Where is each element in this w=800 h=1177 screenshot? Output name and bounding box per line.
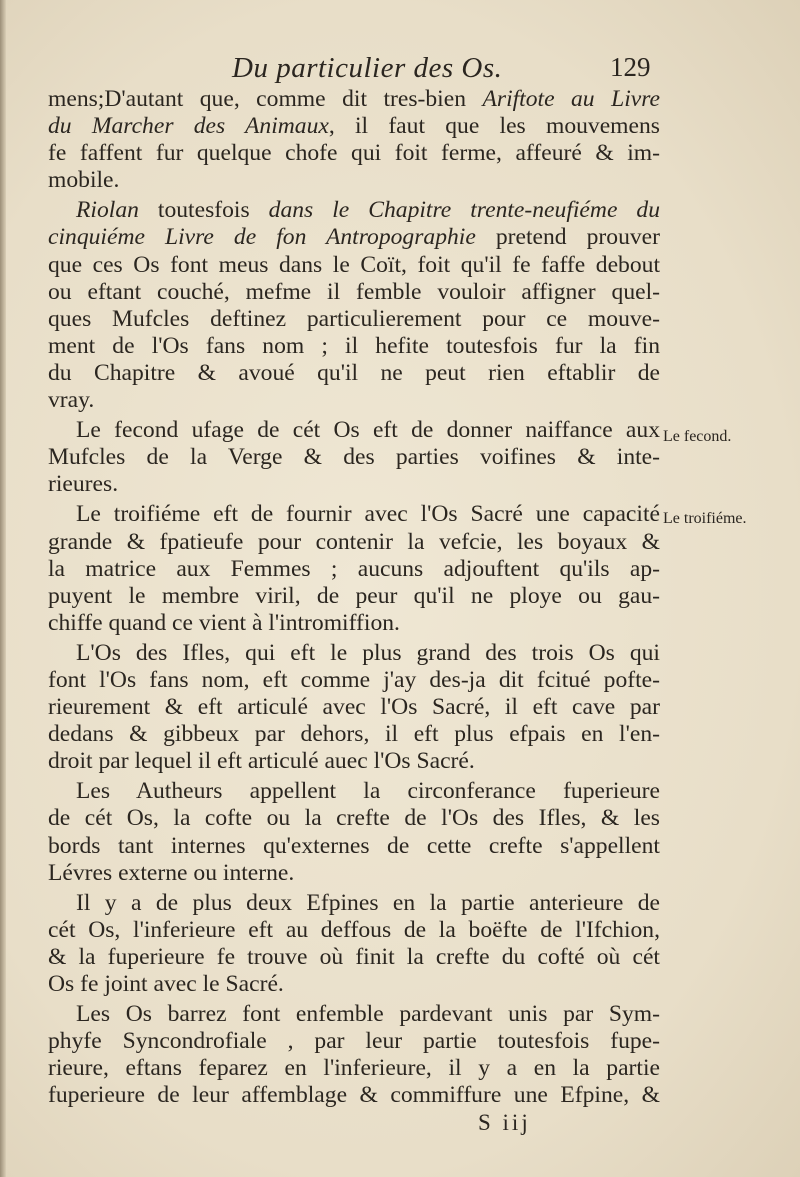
text-line: Les Os barrez font enfemble pardevant unis par Sym-	[76, 1001, 660, 1028]
text-line: bords tant internes qu'externes de cette crefte s'appellent	[48, 832, 660, 859]
text-line: grande & fpatieufe pour contenir la vefcie, les boyaux &	[48, 528, 660, 555]
margin-note-third: Le troifiéme.	[663, 510, 747, 527]
running-head: Du particulier des Os.	[232, 52, 503, 84]
text-line: Les Autheurs appellent la circonferance fuperieure	[76, 778, 660, 805]
text-line: de cét Os, la cofte ou la crefte de l'Os des Ifles, & les	[48, 805, 660, 832]
text-line: cinquiéme Livre de fon Antropographie pretend prouver	[48, 224, 660, 251]
page-binding-edge	[0, 0, 6, 1177]
signature-mark: S iij	[478, 1110, 531, 1135]
page-number: 129	[610, 52, 651, 82]
text-line: du Marcher des Animaux, il faut que les mouvemens	[48, 113, 660, 140]
text-line: vray.	[48, 387, 95, 414]
page-header	[0, 50, 800, 90]
text-line: Le troifiéme eft de fournir avec l'Os Sacré une capacité	[76, 501, 660, 528]
text-line: droit par lequel il eft articulé auec l'Os Sacré.	[48, 748, 475, 775]
text-line: mobile.	[48, 167, 120, 194]
text-line: Mufcles de la Verge & des parties voifines & inte-	[48, 444, 660, 471]
text-line: fe faffent fur quelque chofe qui foit ferme, affeuré & im-	[48, 140, 660, 167]
text-line: dedans & gibbeux par dehors, il eft plus efpais en l'en-	[48, 721, 660, 748]
text-line: & la fuperieure fe trouve où finit la crefte du cofté où cét	[48, 943, 660, 970]
text-line: font l'Os fans nom, eft comme j'ay des-ja dit fcitué pofte-	[48, 666, 660, 693]
text-line: que ces Os font meus dans le Coït, foit qu'il fe faffe debout	[48, 251, 660, 278]
text-line: rieures.	[48, 471, 119, 498]
text-line: cét Os, l'inferieure eft au deffous de la boëfte de l'Ifchion,	[48, 916, 660, 943]
text-line: mens;D'autant que, comme dit tres-bien Ariftote au Livre	[48, 86, 660, 112]
text-line: du Chapitre & avoué qu'il ne peut rien eftablir de	[48, 359, 660, 386]
text-line: Os fe joint avec le Sacré.	[48, 971, 284, 997]
text-line: la matrice aux Femmes ; aucuns adjouftent qu'ils ap-	[48, 555, 660, 582]
text-line: ou eftant couché, mefme il femble vouloir affigner quel-	[48, 278, 660, 305]
text-line: Le fecond ufage de cét Os eft de donner naiffance aux	[76, 417, 660, 444]
text-line: chiffe quand ce vient à l'intromiffion.	[48, 609, 400, 636]
text-line: L'Os des Ifles, qui eft le plus grand des trois Os qui	[76, 639, 660, 666]
text-line: rieurement & eft articulé avec l'Os Sacré, il eft cave par	[48, 694, 660, 721]
text-line: ques Mufcles deftinez particulierement pour ce mouve-	[48, 305, 660, 332]
text-line: Riolan toutesfois dans le Chapitre trente-neufiéme du	[76, 197, 660, 224]
text-line: Lévres externe ou interne.	[48, 859, 295, 886]
margin-note-second: Le fecond.	[663, 428, 732, 445]
text-line: phyfe Syncondrofiale , par leur partie toutesfois fupe-	[48, 1028, 660, 1055]
text-line: Il y a de plus deux Efpines en la partie anterieure de	[76, 889, 660, 916]
body-text	[48, 86, 660, 1109]
text-line: fuperieure de leur affemblage & commiffure une Efpine, &	[48, 1082, 660, 1109]
text-line: rieure, eftans feparez en l'inferieure, il y a en la partie	[48, 1055, 660, 1082]
text-line: puyent le membre viril, de peur qu'il ne ploye ou gau-	[48, 582, 660, 609]
text-line: ment de l'Os fans nom ; il hefite toutesfois fur la fin	[48, 332, 660, 359]
